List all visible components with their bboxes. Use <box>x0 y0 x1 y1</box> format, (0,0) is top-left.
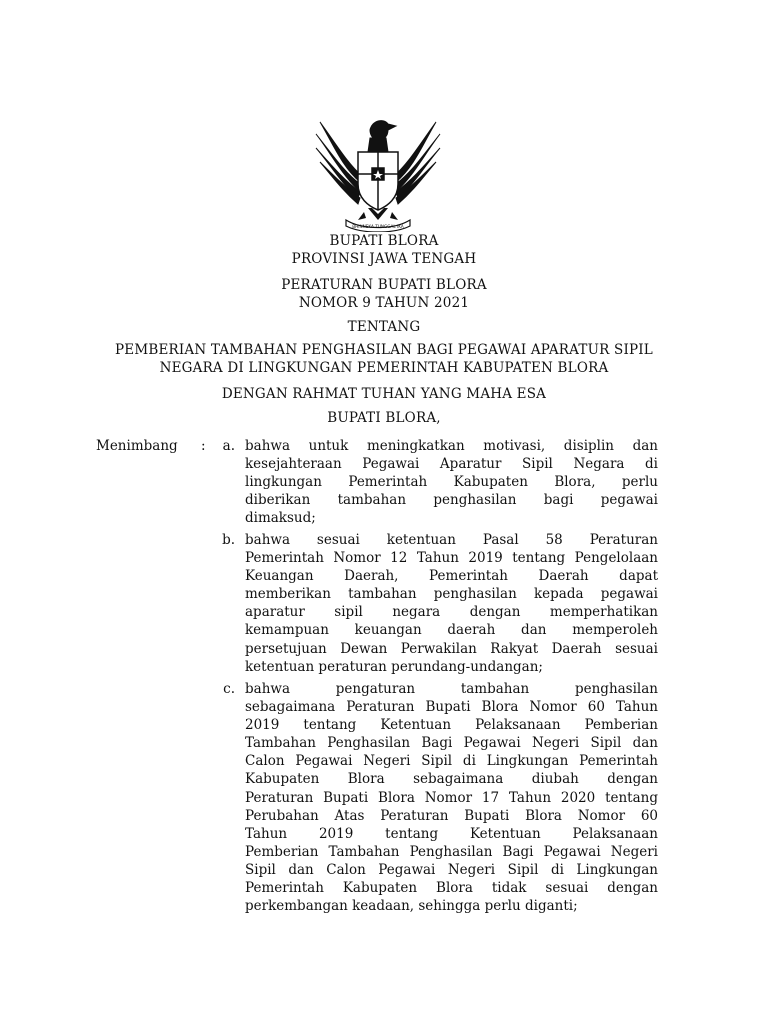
item-a-line: kesejahteraan Pegawai Aparatur Sipil Negara di <box>245 456 658 473</box>
item-a-text <box>245 437 658 527</box>
item-c-line: 2019 tentang Ketentuan Pelaksanaan Pemberian <box>245 717 658 734</box>
invocation: DENGAN RAHMAT TUHAN YANG MAHA ESA <box>221 386 547 402</box>
item-letter-b: b. <box>222 532 235 548</box>
item-c-line: Perubahan Atas Peraturan Bupati Blora Nomor 60 <box>245 807 658 824</box>
item-c-line: Tahun 2019 tentang Ketentuan Pelaksanaan <box>245 825 658 842</box>
item-b-line: memberikan tambahan penghasilan kepada pegawai <box>245 586 658 603</box>
item-a-line: dimaksud; <box>245 510 316 527</box>
emblem-motto: BHINNEKA TUNGGAL IKA <box>352 224 404 229</box>
subject-line-1: PEMBERIAN TAMBAHAN PENGHASILAN BAGI PEGAWAI APARATUR SIPIL <box>115 342 653 358</box>
regulation-title: PERATURAN BUPATI BLORA <box>281 277 487 293</box>
item-c-line: Calon Pegawai Negeri Sipil di Lingkungan Pemerintah <box>245 753 658 770</box>
item-b-line: persetujuan Dewan Perwakilan Rakyat Daerah sesuai <box>245 640 658 657</box>
item-letter-a: a. <box>222 438 235 454</box>
issuer-title: BUPATI BLORA <box>329 233 439 249</box>
tentang-heading: TENTANG <box>347 319 421 335</box>
regulation-number: NOMOR 9 TAHUN 2021 <box>298 295 470 311</box>
garuda-emblem-icon <box>312 112 444 232</box>
subject-line-2: NEGARA DI LINGKUNGAN PEMERINTAH KABUPATEN BLORA <box>159 360 609 376</box>
item-c-line: Tambahan Penghasilan Bagi Pegawai Negeri Sipil dan <box>245 735 658 752</box>
item-c-line: perkembangan keadaan, sehingga perlu diganti; <box>245 898 578 915</box>
regent-line: BUPATI BLORA, <box>327 410 441 426</box>
menimbang-label: Menimbang <box>96 438 178 454</box>
item-c-line: Kabupaten Blora sebagaimana diubah dengan <box>245 771 658 788</box>
item-a-line: diberikan tambahan penghasilan bagi pegawai <box>245 492 658 509</box>
item-b-line: Pemerintah Nomor 12 Tahun 2019 tentang Pengelolaan <box>245 550 658 567</box>
item-letter-c: c. <box>223 681 235 697</box>
item-c-line: Peraturan Bupati Blora Nomor 17 Tahun 2020 tentang <box>245 789 658 806</box>
item-b-line: ketentuan peraturan perundang-undangan; <box>245 658 543 675</box>
item-b-text <box>245 531 658 676</box>
province-title: PROVINSI JAWA TENGAH <box>291 251 477 267</box>
item-c-text <box>245 680 658 915</box>
item-c-line: Pemerintah Kabupaten Blora tidak sesuai dengan <box>245 880 658 897</box>
item-c-line: Pemberian Tambahan Penghasilan Bagi Pegawai Negeri <box>245 843 658 860</box>
menimbang-colon: : <box>201 438 206 454</box>
item-c-line: bahwa pengaturan tambahan penghasilan <box>245 681 658 697</box>
item-c-line: sebagaimana Peraturan Bupati Blora Nomor 60 Tahun <box>245 699 658 716</box>
item-b-line: Keuangan Daerah, Pemerintah Daerah dapat <box>245 568 658 585</box>
item-c-line: Sipil dan Calon Pegawai Negeri Sipil di Lingkungan <box>245 861 658 878</box>
item-a-line: bahwa untuk meningkatkan motivasi, disiplin dan <box>245 438 658 454</box>
item-a-line: lingkungan Pemerintah Kabupaten Blora, perlu <box>245 474 658 491</box>
item-b-line: aparatur sipil negara dengan memperhatikan <box>245 604 658 621</box>
item-b-line: bahwa sesuai ketentuan Pasal 58 Peraturan <box>245 532 658 548</box>
item-b-line: kemampuan keuangan daerah dan memperoleh <box>245 622 658 639</box>
